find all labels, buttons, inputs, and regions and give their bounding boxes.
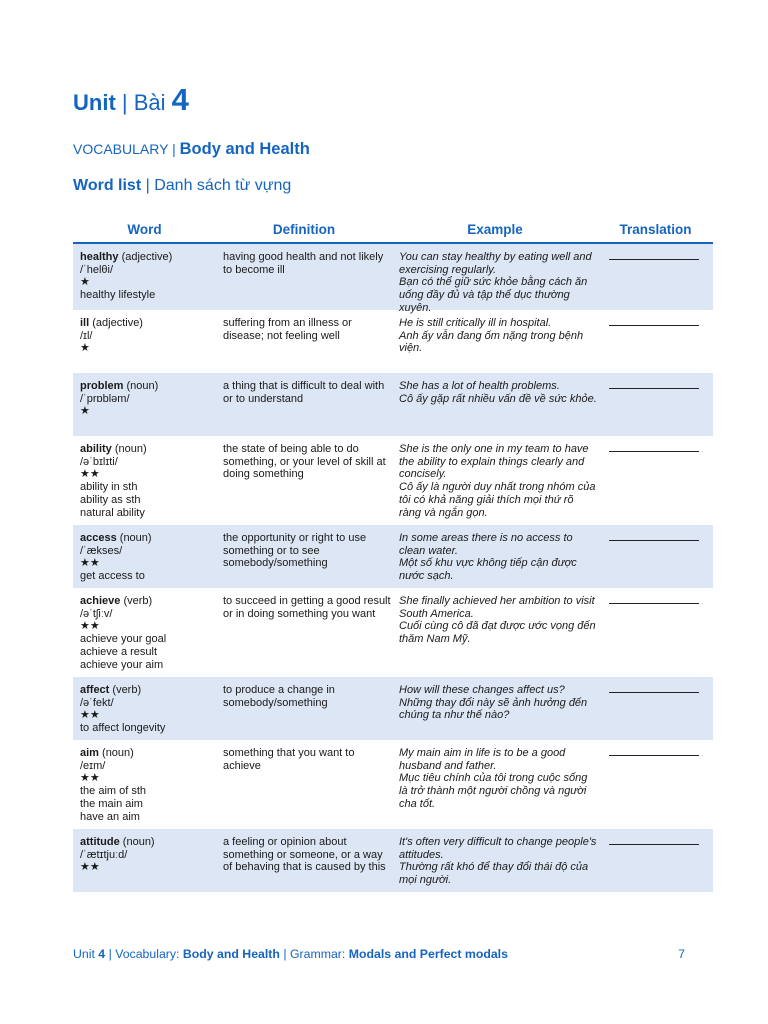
pronunciation: /ˈprɒbləm/ xyxy=(80,392,130,405)
word-cell xyxy=(73,836,216,892)
translation-blank xyxy=(609,692,699,693)
example-vietnamese: Thường rất khó để thay đổi thái độ của mọi người. xyxy=(399,861,589,887)
example-vietnamese: Những thay đổi này sẽ ảnh hưởng đến chúng ta như thế nào? xyxy=(399,696,588,722)
headword: healthy xyxy=(80,251,119,263)
definition-text: having good health and not likely to become ill xyxy=(223,251,384,276)
table-row xyxy=(73,373,713,436)
collocation: get access to xyxy=(80,570,145,583)
collocation: achieve a result xyxy=(80,645,158,658)
pronunciation: /ˈhelθi/ xyxy=(80,263,114,276)
vocabulary-topic: Body and Health xyxy=(179,140,310,158)
headword: ability xyxy=(80,443,112,455)
definition-text: to succeed in getting a good result or in doing something you want xyxy=(223,595,391,620)
definition-cell xyxy=(216,595,392,677)
table-body xyxy=(73,244,713,892)
headword: ill xyxy=(80,317,90,329)
definition-text: a thing that is difficult to deal with or to understand xyxy=(223,380,385,405)
table-row xyxy=(73,829,713,892)
example-vietnamese: Cô ấy là người duy nhất trong nhóm của tôi có khả năng giải thích mọi thứ rõ ràng và ngắn gọn. xyxy=(399,481,596,519)
collocation: the main aim xyxy=(80,797,143,810)
vocabulary-label: VOCABULARY xyxy=(73,141,169,157)
word-line xyxy=(80,836,216,849)
translation-blank xyxy=(609,325,699,326)
translation-cell xyxy=(598,317,713,373)
word-list-separator: | xyxy=(145,177,150,194)
example-cell xyxy=(392,532,598,588)
example-vietnamese: Anh ấy vẫn đang ốm nặng trong bệnh viện. xyxy=(399,329,584,355)
pronunciation: /ɪl/ xyxy=(80,329,93,342)
word-cell xyxy=(73,317,216,373)
word-line xyxy=(80,380,216,393)
definition-cell xyxy=(216,251,392,310)
translation-blank xyxy=(609,603,699,604)
translation-blank xyxy=(609,755,699,756)
example-english: You can stay healthy by eating well and exercising regularly. xyxy=(399,251,592,276)
frequency-stars: ★★ xyxy=(80,620,100,633)
word-cell xyxy=(73,595,216,677)
word-cell xyxy=(73,380,216,436)
collocation: have an aim xyxy=(80,810,140,823)
table-row xyxy=(73,588,713,677)
collocation: healthy lifestyle xyxy=(80,289,156,302)
definition-cell xyxy=(216,747,392,829)
collocation: to affect longevity xyxy=(80,722,166,735)
collocation: natural ability xyxy=(80,506,145,519)
collocation: ability as sth xyxy=(80,493,141,506)
frequency-stars: ★★ xyxy=(80,709,100,722)
headword: achieve xyxy=(80,595,121,607)
unit-number: 4 xyxy=(171,82,189,117)
example-cell xyxy=(392,747,598,829)
word-line xyxy=(80,443,216,456)
definition-cell xyxy=(216,380,392,436)
headword: attitude xyxy=(80,836,120,848)
example-vietnamese: Một số khu vực không tiếp cận được nước sạch. xyxy=(399,557,577,583)
example-cell xyxy=(392,595,598,677)
footer-separator-2: | xyxy=(283,947,287,961)
translation-cell xyxy=(598,380,713,436)
table-row xyxy=(73,525,713,588)
frequency-stars: ★★ xyxy=(80,772,100,785)
word-line xyxy=(80,251,216,264)
definition-cell xyxy=(216,684,392,740)
part-of-speech: (noun) xyxy=(122,836,155,848)
example-english: My main aim in life is to be a good husband and father. xyxy=(399,747,566,772)
example-cell xyxy=(392,251,598,314)
footer-vocabulary-topic: Body and Health xyxy=(182,947,280,961)
table-row xyxy=(73,436,713,525)
pronunciation: /əˈbɪlɪti/ xyxy=(80,455,118,468)
translation-cell xyxy=(598,443,713,525)
word-cell xyxy=(73,443,216,525)
footer-unit-number: 4 xyxy=(98,947,106,961)
translation-blank xyxy=(609,451,699,452)
part-of-speech: (noun) xyxy=(119,532,152,544)
part-of-speech: (noun) xyxy=(126,380,159,392)
unit-title xyxy=(73,82,189,121)
headword: problem xyxy=(80,380,124,392)
header-example: Example xyxy=(467,221,523,237)
part-of-speech: (noun) xyxy=(102,747,134,759)
frequency-stars: ★ xyxy=(80,276,90,289)
headword: aim xyxy=(80,747,99,759)
pronunciation: /ˈækses/ xyxy=(80,544,123,557)
pronunciation: /eɪm/ xyxy=(80,759,106,772)
table-row xyxy=(73,677,713,740)
headword: affect xyxy=(80,684,110,696)
table-row xyxy=(73,310,713,373)
translation-cell xyxy=(598,595,713,677)
translation-cell xyxy=(598,251,713,310)
footer-vocabulary-label: Vocabulary: xyxy=(115,947,180,961)
part-of-speech: (noun) xyxy=(114,443,147,455)
example-english: In some areas there is no access to clean water. xyxy=(399,532,573,557)
example-cell xyxy=(392,380,598,436)
part-of-speech: (adjective) xyxy=(121,251,173,263)
unit-separator: | xyxy=(121,90,128,115)
pronunciation: /ˈætɪtjuːd/ xyxy=(80,848,128,861)
example-english: She has a lot of health problems. xyxy=(399,380,560,392)
definition-cell xyxy=(216,532,392,588)
vocabulary-table xyxy=(73,216,713,892)
collocation: ability in sth xyxy=(80,481,138,494)
definition-text: the state of being able to do something, or your level of skill at doing something xyxy=(223,443,386,481)
part-of-speech: (adjective) xyxy=(92,317,143,329)
collocation: achieve your goal xyxy=(80,633,167,646)
frequency-stars: ★★ xyxy=(80,861,100,874)
word-line xyxy=(80,595,216,608)
definition-cell xyxy=(216,443,392,525)
example-vietnamese: Cô ấy gặp rất nhiều vấn đề về sức khỏe. xyxy=(399,392,597,405)
headword: access xyxy=(80,532,117,544)
table-row xyxy=(73,244,713,314)
word-line xyxy=(80,317,216,330)
table-header xyxy=(73,216,713,244)
word-line xyxy=(80,684,216,697)
example-english: It's often very difficult to change people's attitudes. xyxy=(399,836,597,861)
example-cell xyxy=(392,317,598,373)
example-vietnamese: Bạn có thể giữ sức khỏe bằng cách ăn uống đầy đủ và tập thể dục thường xuyên. xyxy=(399,276,588,314)
collocation: the aim of sth xyxy=(80,785,147,798)
pronunciation: /əˈfekt/ xyxy=(80,696,114,709)
translation-cell xyxy=(598,836,713,892)
word-cell xyxy=(73,684,216,740)
example-vietnamese: Cuối cùng cô đã đạt được ước vọng đến thăm Nam Mỹ. xyxy=(399,620,596,646)
example-english: He is still critically ill in hospital. xyxy=(399,317,552,329)
pronunciation: /əˈtʃiːv/ xyxy=(80,607,113,620)
definition-text: a feeling or opinion about something or someone, or a way of behaving that is caused by this xyxy=(223,836,386,874)
example-english: She is the only one in my team to have the ability to explain things clearly and concisely. xyxy=(399,443,589,481)
bai-word: Bài xyxy=(133,90,166,115)
translation-cell xyxy=(598,747,713,829)
example-vietnamese: Mục tiêu chính của tôi trong cuộc sống là trở thành một người chồng và người cha tốt. xyxy=(399,772,588,810)
translation-blank xyxy=(609,844,699,845)
header-word: Word xyxy=(127,221,162,237)
translation-blank xyxy=(609,259,699,260)
example-english: She finally achieved her ambition to visit South America. xyxy=(399,595,595,620)
word-list-label: Word list xyxy=(73,177,142,194)
table-row xyxy=(73,740,713,829)
example-cell xyxy=(392,684,598,740)
frequency-stars: ★★ xyxy=(80,468,100,481)
example-cell xyxy=(392,443,598,525)
frequency-stars: ★ xyxy=(80,405,90,418)
unit-word: Unit xyxy=(73,90,116,115)
translation-blank xyxy=(609,540,699,541)
page-number: 7 xyxy=(678,947,685,961)
word-list-heading xyxy=(73,175,291,197)
part-of-speech: (verb) xyxy=(123,595,153,607)
collocation: achieve your aim xyxy=(80,658,164,671)
translation-cell xyxy=(598,684,713,740)
definition-cell xyxy=(216,836,392,892)
word-cell xyxy=(73,532,216,588)
word-cell xyxy=(73,747,216,829)
word-list-translation: Danh sách từ vựng xyxy=(154,177,292,194)
header-definition: Definition xyxy=(272,221,336,237)
footer-grammar-topic: Modals and Perfect modals xyxy=(348,947,508,961)
frequency-stars: ★★ xyxy=(80,557,100,570)
definition-text: suffering from an illness or disease; not feeling well xyxy=(223,317,352,342)
word-cell xyxy=(73,251,216,310)
definition-cell xyxy=(216,317,392,373)
word-line xyxy=(80,747,216,760)
definition-text: to produce a change in somebody/something xyxy=(223,684,335,709)
definition-text: something that you want to achieve xyxy=(223,747,355,772)
footer-grammar-label: Grammar: xyxy=(289,947,346,961)
footer-unit-word: Unit xyxy=(73,947,95,961)
definition-text: the opportunity or right to use something or to see somebody/something xyxy=(223,532,367,570)
part-of-speech: (verb) xyxy=(112,684,142,696)
frequency-stars: ★ xyxy=(80,342,90,355)
example-cell xyxy=(392,836,598,892)
example-english: How will these changes affect us? xyxy=(399,684,565,696)
vocabulary-heading xyxy=(73,138,310,160)
footer-separator-1: | xyxy=(108,947,112,961)
vocabulary-separator: | xyxy=(172,141,176,157)
header-translation: Translation xyxy=(619,221,692,237)
page-footer xyxy=(73,947,685,961)
translation-cell xyxy=(598,532,713,588)
word-line xyxy=(80,532,216,545)
translation-blank xyxy=(609,388,699,389)
